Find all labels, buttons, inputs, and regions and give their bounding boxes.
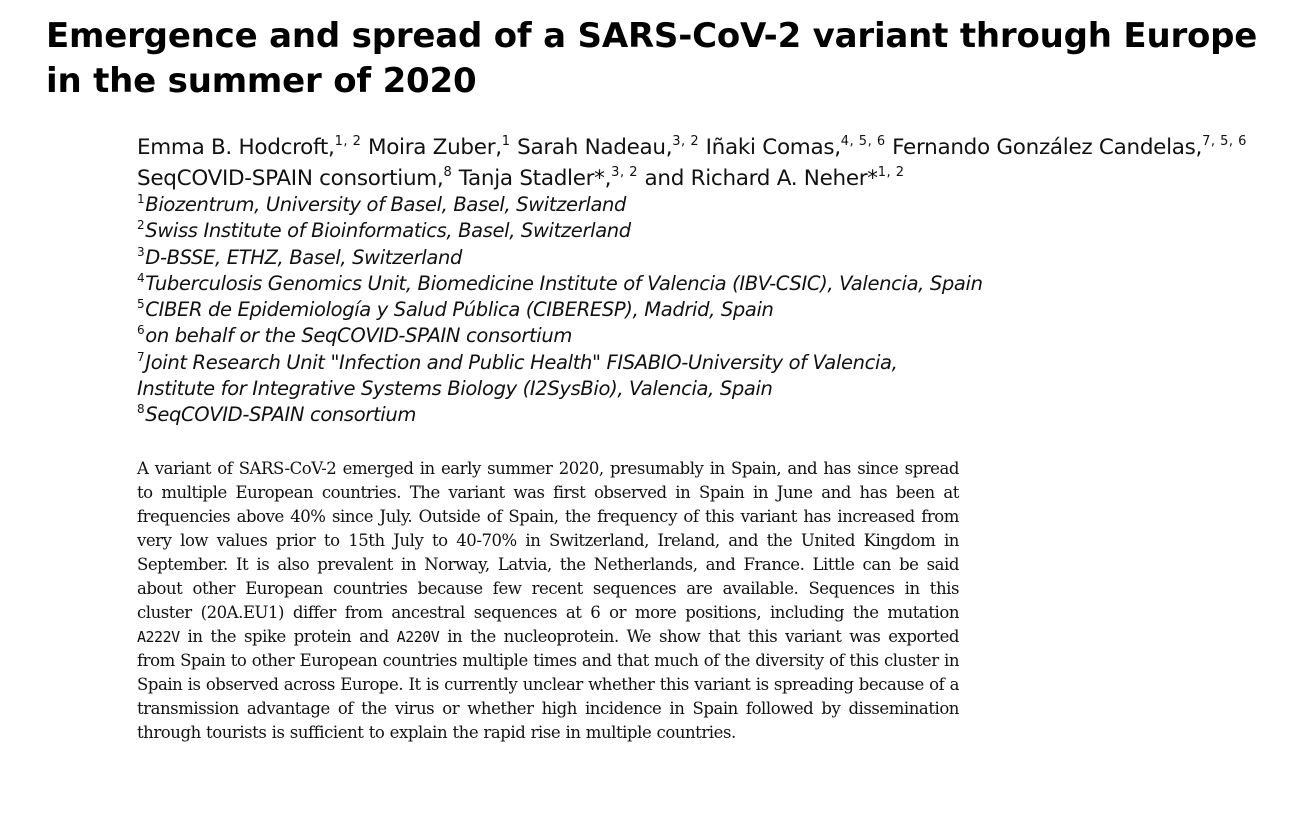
spike-mutation-code: A222V [137,628,180,646]
author-2 [368,135,511,160]
affiliation-text: Joint Research Unit "Infection and Public Health" FISABIO-University of Valencia, [145,350,898,374]
author-affiliation-marker: 3, 2 [672,134,700,149]
affiliation-number: 3 [137,244,145,259]
affiliation-number: 7 [137,349,145,364]
affiliation-text: SeqCOVID-SPAIN consortium [145,403,416,427]
affiliation-2 [137,218,1237,244]
affiliation-7-continued [137,376,1237,402]
author-affiliation-marker: 7, 5, 6 [1202,134,1247,149]
abstract-text-part-2: in the spike protein and [187,627,389,646]
affiliation-number: 8 [137,402,145,417]
author-3 [517,135,699,160]
affiliation-number: 1 [137,192,145,206]
affiliation-text: D-BSSE, ETHZ, Basel, Switzerland [145,245,462,269]
affiliation-number: 4 [137,270,145,285]
author-7 [459,166,638,191]
author-8 [645,166,905,191]
affiliation-5 [137,297,1237,323]
affiliation-3 [137,245,1237,271]
affiliation-number: 6 [137,323,145,338]
nucleoprotein-mutation-code: A220V [396,628,440,646]
affiliation-text: Biozentrum, University of Basel, Basel, Switzerland [145,193,627,216]
author-affiliation-marker: 1 [501,134,511,149]
abstract-text-part-1: A variant of SARS-CoV-2 emerged in early summer 2020, presumably in Spain, and has since spread to multiple European countries. The variant was first observed in Spain in June and has been at frequencies above 40% since July. Outside of Spain, the frequency of this variant has increased from very low values prior to 15th July to 40-70% in Switzerland, Ireland, and the United Kingdom in September. It is also prevalent in Norway, Latvia, the Netherlands, and France. Little can be said about other European countries because few recent sequences are available. Sequences in this cluster (20A.EU1) differ from ancestral sequences at 6 or more positions, including the mutation [137,459,959,622]
author-name: Iñaki Comas, [705,135,841,160]
affiliation-1 [137,192,1237,218]
author-name: Sarah Nadeau, [517,135,673,160]
author-4 [706,135,886,160]
affiliation-text: CIBER de Epidemiología y Salud Pública (CIBERESP), Madrid, Spain [145,298,774,322]
author-1 [137,135,361,160]
author-5 [892,135,1247,160]
affiliation-number: 5 [137,297,145,312]
author-name: Tanja Stadler*, [458,166,612,191]
author-affiliation-marker: 1, 2 [334,134,362,149]
affiliation-6 [137,323,1237,349]
affiliation-number: 2 [137,218,145,233]
author-affiliation-marker: 8 [443,165,453,180]
author-name: Emma B. Hodcroft, [137,135,335,160]
affiliation-text: Tuberculosis Genomics Unit, Biomedicine Institute of Valencia (IBV-CSIC), Valencia, Spain [145,271,983,295]
author-affiliation-marker: 3, 2 [611,165,638,180]
author-name: SeqCOVID-SPAIN consortium, [137,166,444,191]
author-name: and Richard A. Neher* [644,166,878,191]
author-name: Fernando González Candelas, [892,135,1203,160]
author-affiliation-marker: 4, 5, 6 [840,134,886,149]
affiliation-text: Swiss Institute of Bioinformatics, Basel, Switzerland [145,219,631,243]
affiliation-text: Institute for Integrative Systems Biology (I2SysBio), Valencia, Spain [137,377,773,401]
abstract [137,457,959,745]
affiliation-7 [137,350,1237,376]
author-6 [137,166,452,191]
abstract-text-part-3: in the nucleoprotein. We show that this variant was exported from Spain to other European countries multiple times and that much of the diversity of this cluster in Spain is observed across Europe. It is currently unclear whether this variant is spreading because of a transmission advantage of the virus or whether high incidence in Spain followed by dissemination through tourists is sufficient to explain the rapid rise in multiple countries. [137,627,960,742]
affiliation-text: on behalf or the SeqCOVID-SPAIN consortium [145,324,573,348]
author-affiliation-marker: 1, 2 [877,165,905,180]
affiliation-4 [137,271,1237,297]
affiliation-list [137,192,1237,429]
affiliation-8 [137,402,1237,428]
author-name: Moira Zuber, [367,135,502,160]
author-list [137,132,1292,194]
paper-title: Emergence and spread of a SARS-CoV-2 variant through Europe in the summer of 2020 [46,16,1258,101]
